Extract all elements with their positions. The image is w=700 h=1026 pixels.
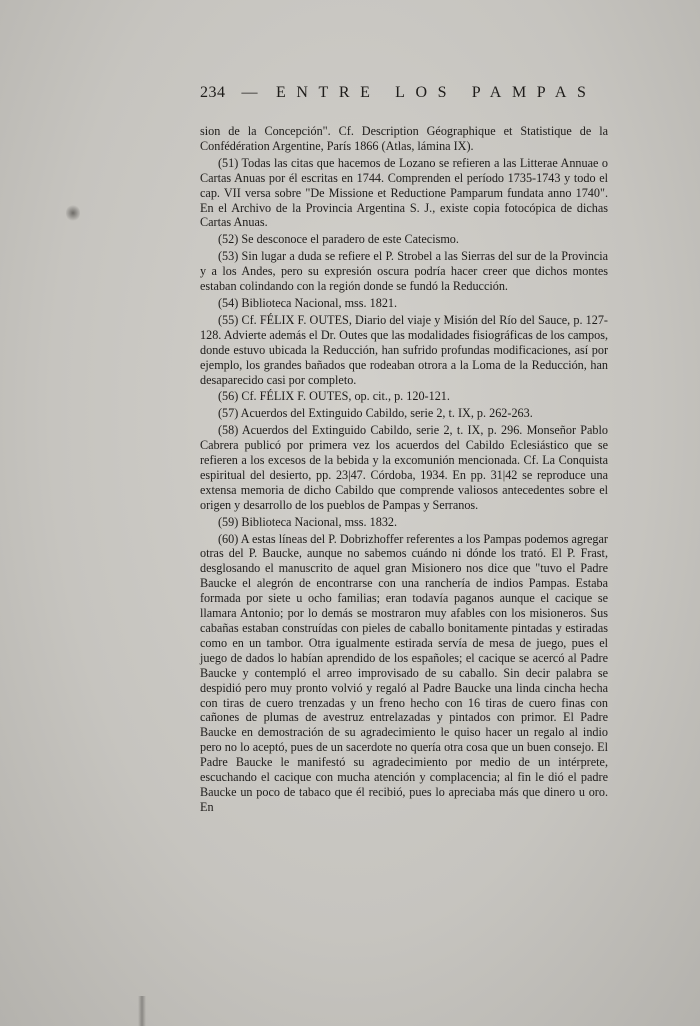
footnote-57: (57) Acuerdos del Extinguido Cabildo, serie 2, t. IX, p. 262-263.: [218, 406, 533, 421]
header-dash: —: [241, 84, 258, 101]
footnote-54: (54) Biblioteca Nacional, mss. 1821.: [218, 295, 398, 310]
page-edge-mark: [138, 996, 146, 1026]
running-header: [200, 84, 615, 102]
footnote-56: (56) Cf. FÉLIX F. OUTES, op. cit., p. 120-121.: [218, 389, 450, 404]
footnote-60: (60) A estas líneas del P. Dobrizhoffer referentes a los Pampas podemos agregar otras del P. Baucke, aunque no sabemos cuándo ni dónde los trató. El P. Frast, desglosando el manuscrito de aquel gran Misionero nos dice que "tuvo el Padre Baucke el alegrón de encontrarse con una ranchería de indios Pampas. Estaba formada por siete u ocho familias; eran todavía paganos aunque el cacique se llamara Antonio; por lo demás se mostraron muy afables con los misioneros. Sus cabañas estaban construídas con pieles de caballo bonitamente pintadas y estiradas como en un tambor. Otra igualmente estirada servía de mesa de juego, pues el juego de dados lo habían aprendido de los españoles; el cacique se acercó al Padre Baucke y contempló el arreo improvisado de su caballo. Sin decir palabra se despidió pero muy pronto volvió y regaló al Padre Baucke una linda cincha hecha con tiras de cuero trenzadas y un freno hecho con 16 tiras de cuero finas con cañones de plumas de avestruz entrelazadas y pintados con primor. El Padre Baucke en demostración de su agradecimiento le quiso hacer un regalo al indio pero no lo aceptó, pues de un sacerdote no quería otra cosa que un buen consejo. El Padre Baucke le manifestó su agradecimiento por medio de un intérprete, escuchando el cacique con mucha atención y complacencia; al fin le dió el padre Baucke un poco de tabaco que él recibió, pues lo apreciaba más que dinero u oro. En: [200, 531, 608, 814]
page-number: 234: [200, 84, 226, 101]
footnotes-body: [200, 124, 608, 815]
footnote-51: (51) Todas las citas que hacemos de Lozano se refieren a las Litterae Annuae o Cartas Anuas por él escritas en 1744. Comprenden el período 1735-1743 y todo el cap. VII versa sobre "De Missione et Reductione Pamparum fundata anno 1740". En el Archivo de la Provincia Argentina S. J., existe copia fotocópica de dichas Cartas Anuas.: [200, 155, 608, 230]
footnote-59: (59) Biblioteca Nacional, mss. 1832.: [218, 514, 398, 529]
footnote-58: (58) Acuerdos del Extinguido Cabildo, serie 2, t. IX, p. 296. Monseñor Pablo Cabrera publicó por primera vez los acuerdos del Cabildo Eclesiástico que se refieren a los excesos de la bebida y la excomunión mencionada. Cf. La Conquista espiritual del desierto, pp. 23|47. Córdoba, 1934. En pp. 31|42 se reproduce una extensa memoria de dicho Cabildo que comprende valiosos antecedentes sobre el origen y desarrollo de los pueblos de Pampas y Serranos.: [200, 423, 608, 512]
footnote-52: (52) Se desconoce el paradero de este Catecismo.: [218, 232, 459, 247]
footnote-53: (53) Sin lugar a duda se refiere el P. Strobel a las Sierras del sur de la Provincia y a los Andes, pero su expresión oscura podría hacer creer que dichos montes estaban colindando con la región donde se fundó la Reducción.: [200, 249, 608, 294]
footnote-55: (55) Cf. FÉLIX F. OUTES, Diario del viaje y Misión del Río del Sauce, p. 127-128. Advierte además el Dr. Outes que las modalidades fisiográficas de los campos, donde estuvo ubicada la Reducción, han sufrido profundas modificaciones, así por ejemplo, los grandes bañados que rodeaban otrora a la Loma de la Reducción, han desaparecido casi por completo.: [200, 312, 608, 387]
footnote-continuation: sion de la Concepción". Cf. Description Géographique et Statistique de la Confédération Argentine, París 1866 (Atlas, lámina IX).: [200, 124, 608, 153]
running-title: ENTRE LOS PAMPAS: [276, 84, 597, 101]
ink-smudge: [66, 204, 80, 222]
